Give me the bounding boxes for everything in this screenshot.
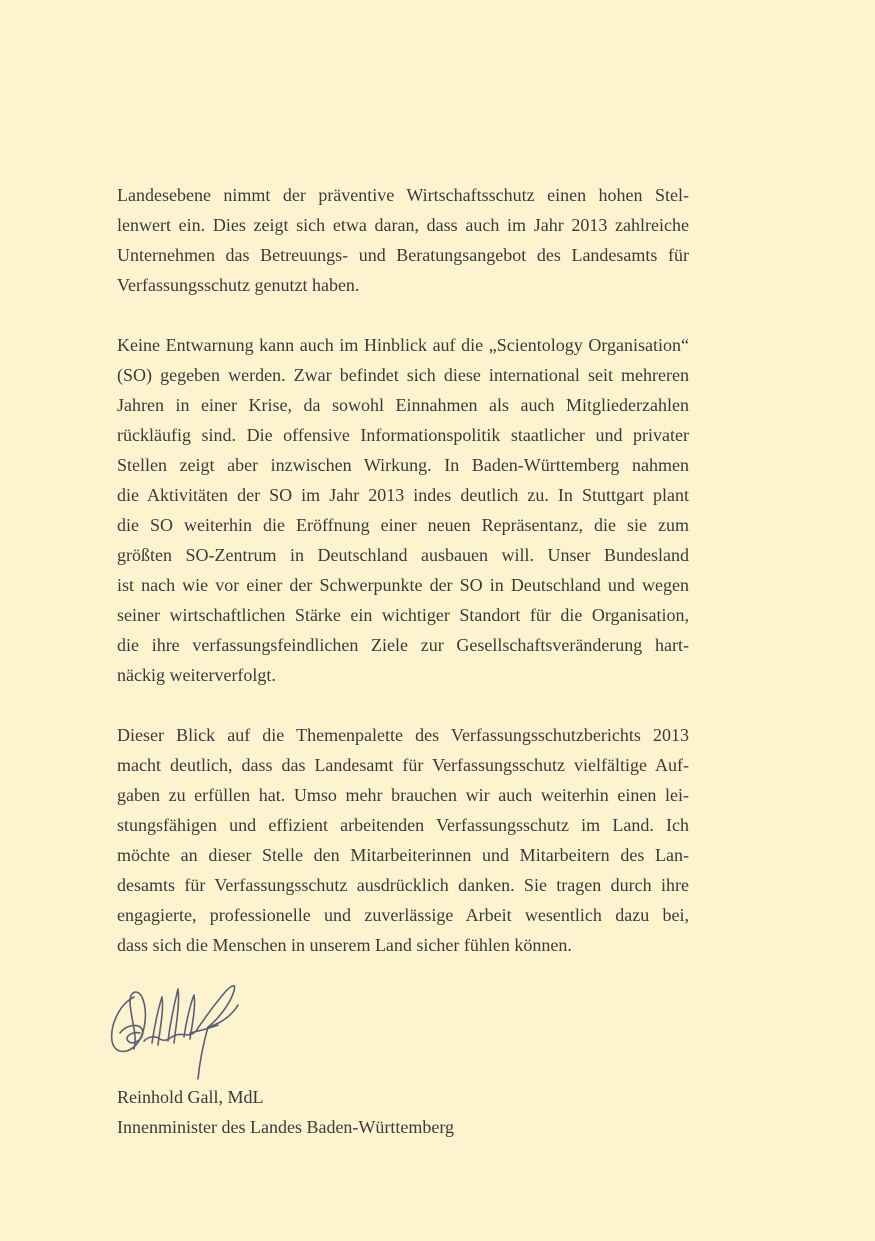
text-line: desamts für Verfassungsschutz ausdrücklich danken. Sie tragen durch ihre	[117, 875, 689, 895]
text-line: rückläufig sind. Die offensive Informationspolitik staatlicher und privater	[117, 425, 689, 445]
text-line: lenwert ein. Dies zeigt sich etwa daran, dass auch im Jahr 2013 zahlreiche	[117, 215, 689, 235]
text-line: Keine Entwarnung kann auch im Hinblick auf die „Scientology Organisation“	[117, 335, 689, 355]
text-line: seiner wirtschaftlichen Stärke ein wichtiger Standort für die Organisation,	[117, 605, 689, 625]
text-line: die Aktivitäten der SO im Jahr 2013 indes deutlich zu. In Stuttgart plant	[117, 485, 689, 505]
author-name: Reinhold Gall, MdL	[117, 1087, 264, 1107]
text-line: Dieser Blick auf die Themenpalette des Verfassungsschutzberichts 2013	[117, 725, 689, 745]
text-line: dass sich die Menschen in unserem Land sicher fühlen können.	[117, 935, 572, 955]
paragraph-3	[117, 720, 689, 960]
text-line: Verfassungsschutz genutzt haben.	[117, 275, 360, 295]
text-line: gaben zu erfüllen hat. Umso mehr brauchen wir auch weiterhin einen lei-	[117, 785, 689, 805]
author-block	[117, 1082, 689, 1142]
text-line: engagierte, professionelle und zuverlässige Arbeit wesentlich dazu bei,	[117, 905, 689, 925]
paragraph-1	[117, 180, 689, 300]
text-line: Jahren in einer Krise, da sowohl Einnahmen als auch Mitgliederzahlen	[117, 395, 689, 415]
text-line: stungsfähigen und effizient arbeitenden Verfassungsschutz im Land. Ich	[117, 815, 689, 835]
text-line: ist nach wie vor einer der Schwerpunkte der SO in Deutschland und wegen	[117, 575, 689, 595]
text-line: Unternehmen das Betreuungs- und Beratungsangebot des Landesamts für	[117, 245, 689, 265]
text-line: Stellen zeigt aber inzwischen Wirkung. In Baden-Württemberg nahmen	[117, 455, 689, 475]
text-line: macht deutlich, dass das Landesamt für Verfassungsschutz vielfältige Auf-	[117, 755, 689, 775]
text-line: die SO weiterhin die Eröffnung einer neuen Repräsentanz, die sie zum	[117, 515, 689, 535]
signature-icon	[104, 975, 249, 1085]
text-line: näckig weiterverfolgt.	[117, 665, 276, 685]
text-line: größten SO-Zentrum in Deutschland ausbauen will. Unser Bundesland	[117, 545, 689, 565]
text-line: möchte an dieser Stelle den Mitarbeiterinnen und Mitarbeitern des Lan-	[117, 845, 689, 865]
signature-graphic	[104, 975, 249, 1085]
text-line: Landesebene nimmt der präventive Wirtschaftsschutz einen hohen Stel-	[117, 185, 689, 205]
body-text	[117, 180, 689, 990]
text-line: (SO) gegeben werden. Zwar befindet sich diese international seit mehreren	[117, 365, 689, 385]
text-line: die ihre verfassungsfeindlichen Ziele zur Gesellschaftsveränderung hart-	[117, 635, 689, 655]
author-title: Innenminister des Landes Baden-Württemberg	[117, 1117, 455, 1137]
paragraph-2	[117, 330, 689, 690]
